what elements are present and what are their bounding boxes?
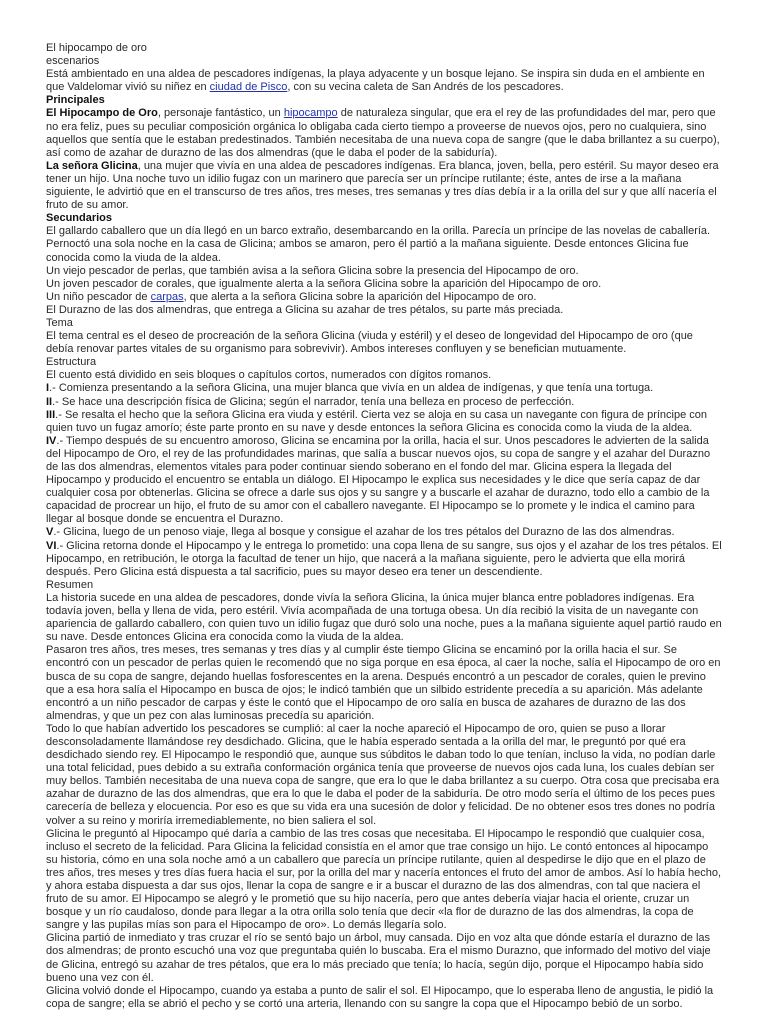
section-heading-resumen: Resumen: [46, 578, 94, 591]
estructura-item-text: .- Se resalta el hecho que la señora Glicina era viuda y estéril. Cierta vez se aloja en su casa un navegante con figura de príncipe con quien tuvo un fugaz amorío; éste parte pronto en su nave y desde entonces la señora Glicina es conocida como la viuda de la aldea.: [46, 408, 707, 434]
resumen-paragraph: La historia sucede en una aldea de pescadores, donde vivía la señora Glicina, la única mujer blanca entre pobladores indígenas. Era todavía joven, bella y llena de vida, pero estéril. Vivía acompañada de una tortuga obesa. Un día recibió la visita de un navegante con apariencia de gallardo caballero, con quien tuvo un idilio fugaz que duró solo una noche, pues a la mañana siguiente aquel partió raudo en su nave. Desde entonces Glicina era conocida como la viuda de la aldea.: [46, 591, 722, 644]
character-text: de naturaleza singular, que era el rey de las profundidades del mar, pero que no era feliz, pues su peculiar composición orgánica lo obligaba cada cierto tiempo a proveerse de nuevos ojos, pero no cualquiera, sino aquellos que sentía que le estaban predestinados. También necesitaba de una nueva copa de sangre (que le daba brillantez a su cuerpo), así como de azahar de durazno de las dos almendras (que le daba el poder de la sabiduría).: [46, 107, 720, 159]
estructura-item-text: .- Tiempo después de su encuentro amoroso, Glicina se encamina por la orilla, hacia el sur. Unos pescadores le advierten de la salida del Hipocampo de Oro, el rey de las profundidades marinas, que salía a buscar nuevos ojos, su copa de sangre y el azahar del Durazno de las dos almendras, elementos vitales para poder continuar siendo soberano en el fondo del mar. Glicina espera la llegada del Hipocampo y producido el encuentro se entabla un diálogo. El Hipocampo le explica sus necesidades y le dice que sería capaz de dar cualquier cosa por obtenerlas. Glicina se ofrece a darle sus ojos y su sangre y a buscarle el azahar de durazno, todo ello a cambio de la capacidad de procrear un hijo, el fruto de su amor con el caballero navegante. El Hipocampo se lo promete y le indica el camino para llegar al bosque donde se encuentra el Durazno.: [46, 434, 711, 526]
character-name-hipocampo: El Hipocampo de Oro: [46, 107, 158, 120]
section-heading-principales: Principales: [46, 94, 105, 107]
estructura-item-text: .- Glicina, luego de un penoso viaje, llega al bosque y consigue el azahar de los tres pétalos del Durazno de las dos almendras.: [53, 526, 675, 539]
roman-numeral: V: [46, 526, 54, 539]
estructura-item-text: .- Comienza presentando a la señora Glicina, una mujer blanca que vivía en un aldea de indígenas, y que tenía una tortuga.: [49, 382, 654, 395]
document-body: [46, 42, 722, 1011]
roman-numeral: II: [46, 395, 53, 408]
estructura-item: [46, 526, 722, 539]
secondary-nino-pescador: [46, 291, 722, 304]
section-heading-escenarios: escenarios: [46, 55, 100, 68]
roman-numeral: I: [46, 382, 50, 395]
resumen-paragraph: Glicina volvió donde el Hipocampo, cuando ya estaba a punto de salir el sol. El Hipocampo, que lo esperaba lleno de angustia, le pidió la copa de sangre; ella se abrió el pecho y se cortó una arteria, llenando con su sangre la copa que el Hipocampo bebió de un sorbo.: [46, 984, 714, 1010]
estructura-item: [46, 409, 722, 435]
link-carpas[interactable]: carpas: [150, 290, 184, 303]
roman-numeral: III: [46, 408, 56, 421]
escenarios-text-b: , con su vecina caleta de San Andrés de los pescadores.: [287, 81, 564, 94]
character-name-glicina: La señora Glicina: [46, 159, 138, 172]
escenarios-paragraph: [46, 68, 722, 94]
link-hipocampo[interactable]: hipocampo: [283, 107, 338, 120]
estructura-intro: El cuento está dividido en seis bloques o capítulos cortos, numerados con dígitos romanos.: [46, 369, 492, 382]
document-title: El hipocampo de oro: [46, 42, 147, 54]
roman-numeral: VI: [46, 539, 57, 552]
tema-paragraph: El tema central es el deseo de procreación de la señora Glicina (viuda y estéril) y el deseo de longevidad del Hipocampo de oro (que debía renovar partes vitales de su organismo para sobrevivir). Ambos intereses confluyen y se benefician mutuamente.: [46, 330, 693, 356]
resumen-paragraph: Glicina partió de inmediato y tras cruzar el río se sentó bajo un árbol, muy cansada. Dijo en voz alta que dónde estaría el durazno de las dos almendras; de pronto escuchó una voz que preguntaba quién lo buscaba. Era el mismo Durazno, que informado del motivo del viaje de Glicina, entregó su azahar de tres pétalos, que era lo más preciado que tenía; lo hacía, según dijo, porque el Hipocampo había sido bueno una vez con él.: [46, 932, 711, 984]
secondary-pescador-perlas: Un viejo pescador de perlas, que también avisa a la señora Glicina sobre la presencia del Hipocampo de oro.: [46, 264, 579, 277]
resumen-paragraph: Glicina le preguntó al Hipocampo qué daría a cambio de las tres cosas que necesitaba. El Hipocampo le respondió que cualquier cosa, incluso el secreto de la felicidad. Para Glicina la felicidad consistía en el amor que trae consigo un hijo. Le contó entonces al hipocampo su historia, cómo en una sola noche amó a un caballero que parecía un príncipe rutilante, quien al despedirse le dijo que en el plazo de tres años, tres meses y tres días fuera hacia el sur, por la orilla del mar y nacería entonces el fruto del amor de ambos. Así lo había hecho, y ahora estaba dispuesta a dar sus ojos, llenar la copa de sangre e ir a buscar el durazno de las dos almendras, con tal que naciera el fruto de su amor. El Hipocampo se alegró y le prometió que su hijo nacería, pero que antes debería viajar hacia el oriente, cruzar un bosque y un río caudaloso, donde para llegar a la otra orilla solo tenía que decir «la flor de durazno de las dos almendras, la copa de sangre y las pupilas mías son para el Hipocampo de oro». Lo demás llegaría solo.: [46, 827, 722, 932]
character-glicina: [46, 160, 722, 212]
estructura-item: [46, 382, 722, 395]
estructura-item-text: .- Glicina retorna donde el Hipocampo y le entrega lo prometido: una copa llena de su sangre, sus ojos y el azahar de los tres pétalos. El Hipocampo, en retribución, le otorga la facultad de tener un hijo, que nacerá a la mañana siguiente, pero le advierta que ella morirá después. Pero Glicina está dispuesta a tal sacrificio, pues su mayor deseo era tener un descendiente.: [46, 539, 722, 578]
secondary-durazno: El Durazno de las dos almendras, que entrega a Glicina su azahar de tres pétalos, su parte más preciada.: [46, 303, 564, 316]
section-heading-estructura: Estructura: [46, 356, 97, 369]
character-text: , personaje fantástico, un: [157, 107, 284, 120]
resumen-paragraph: Pasaron tres años, tres meses, tres semanas y tres días y al cumplir éste tiempo Glicina se encaminó por la orilla hacia el sur. Se encontró con un pescador de perlas quien le recomendó que no siga porque en esa época, al caer la noche, salía el Hipocampo de oro en busca de su copa de sangre, dejando huellas fosforescentes en la arena. Después encontró a un pescador de corales, quien le previno que a esa hora salía el Hipocampo en busca de ojos; le indicó también que un silbido estridente precedía a su aparición. Más adelante encontró a un niño pescador de carpas y éste le contó que el Hipocampo de oro salía en busca de azahares de durazno de las dos almendras, y que un pez con alas luminosas precedía su aparición.: [46, 644, 721, 722]
character-text: , una mujer que vivía en una aldea de pescadores indígenas. Era blanca, joven, bella, pero estéril. Su mayor deseo era tener un hijo. Una noche tuvo un idilio fugaz con un marinero que parecía ser un príncipe rutilante; éste, antes de irse a la mañana siguiente, le advirtió que en el transcurso de tres años, tres meses, tres semanas y tres días debía ir a la orilla del sur y que allí nacería el fruto de su amor.: [46, 159, 719, 212]
escenarios-text-a: Está ambientado en una aldea de pescadores indígenas, la playa adyacente y un bosque lejano. Se inspira sin duda en el ambiente en que Valdelomar vivió su niñez en: [46, 68, 705, 94]
secondary-text-b: , que alerta a la señora Glicina sobre la aparición del Hipocampo de oro.: [183, 290, 537, 303]
estructura-item: [46, 435, 722, 527]
estructura-item: [46, 396, 722, 409]
secondary-pescador-corales: Un joven pescador de corales, que igualmente alerta a la señora Glicina sobre la aparición del Hipocampo de oro.: [46, 277, 602, 290]
secondary-caballero: El gallardo caballero que un día llegó en un barco extraño, desembarcando en la orilla. Parecía un príncipe de las novelas de caballería. Pernoctó una sola noche en la casa de Glicina; ambos se amaron, pero él partió a la mañana siguiente. Desde entonces Glicina fue conocida como la viuda de la aldea.: [46, 225, 711, 264]
resumen-paragraph: Todo lo que habían advertido los pescadores se cumplió: al caer la noche apareció el Hipocampo de oro, quien se puso a llorar desconsoladamente llamándose rey desdichado. Glicina, que le había esperado sentada a la orilla del mar, le preguntó por qué era desdichado siendo rey. El Hipocampo le respondió que, aunque sus súbditos le daban todo lo que tenían, incluso la vida, no podían darle una total felicidad, pues debido a su extraña conformación orgánica tenía que proveerse de nuevos ojos cada luna, los cuales debían ser muy bellos. También necesitaba de una nueva copa de sangre, que era lo que le daba brillantez a su cuerpo. Otra cosa que precisaba era azahar de durazno de las dos almendras, que era lo que le daba el poder de la sabiduría. De otro modo sería el último de los peces pues carecería de belleza y elocuencia. Por eso es que su vida era una sucesión de dolor y felicidad. De no obtener esos tres dones no podría volver a su reino y moriría irremediablemente, no bien saliera el sol.: [46, 722, 720, 827]
estructura-item-text: .- Se hace una descripción física de Glicina; según el narrador, tenía una belleza en proceso de perfección.: [52, 395, 575, 408]
estructura-item: [46, 540, 722, 579]
roman-numeral: IV: [46, 434, 57, 447]
section-heading-secundarios: Secundarios: [46, 212, 113, 225]
section-heading-tema: Tema: [46, 316, 73, 329]
character-hipocampo: [46, 107, 722, 159]
secondary-text-a: Un niño pescador de: [46, 290, 151, 303]
link-ciudad-de-pisco[interactable]: ciudad de Pisco: [209, 81, 288, 94]
